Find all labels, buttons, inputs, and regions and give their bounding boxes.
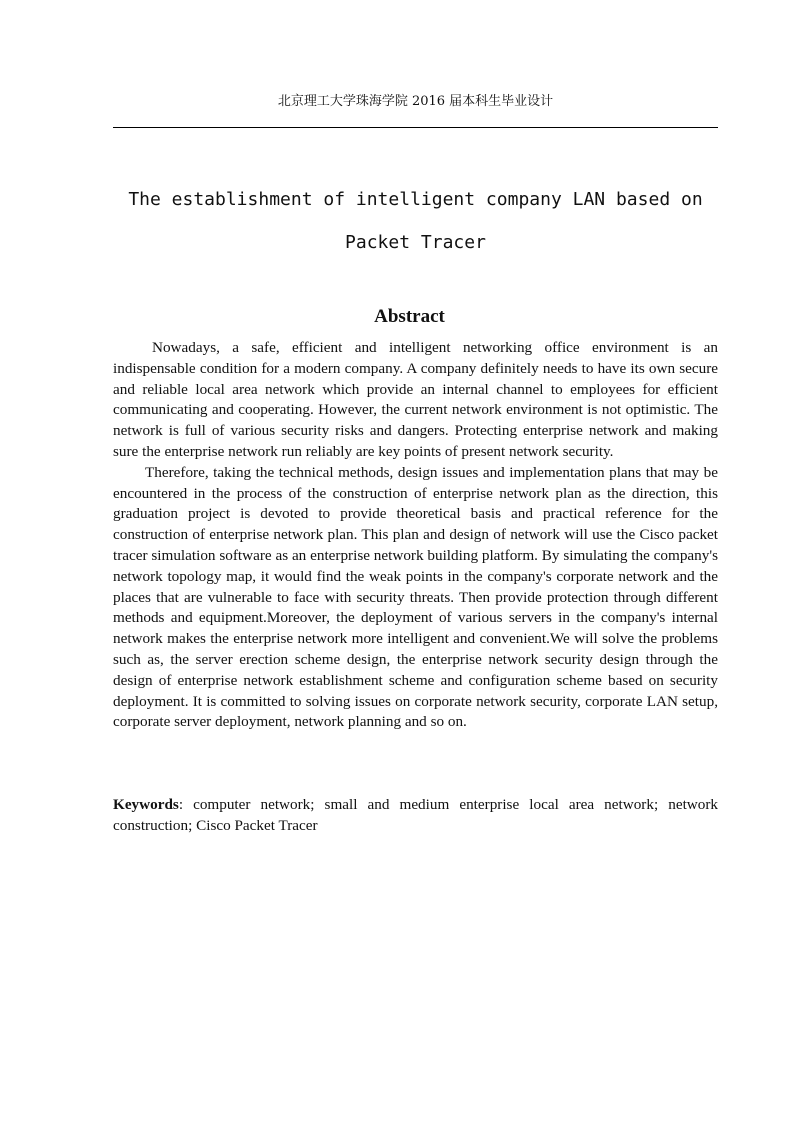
header-divider [113,127,718,128]
abstract-paragraph-2: Therefore, taking the technical methods, design issues and implementation plans that may be encountered in the process of the construction of enterprise network plan as the direction, this graduation project is devoted to provide theoretical basis and practical reference for the construction of enterprise network plan. This plan and design of network will use the Cisco packet tracer simulation software as an enterprise network building platform. By simulating the company's network topology map, it would find the weak points in the company's corporate network and the places that are vulnerable to face with security threats. Then provide protection through different methods and equipment.Moreover, the deployment of various servers in the company's internal network makes the enterprise network more intelligent and convenient.We will solve the problems such as, the server erection scheme design, the enterprise network security design through the design of enterprise network establishment scheme and configuration scheme based on security deployment. It is committed to solving issues on corporate network security, corporate LAN setup, corporate server deployment, network planning and so on. [113,463,718,731]
abstract-paragraph-1: Nowadays, a safe, efficient and intelligent networking office environment is an indispensable condition for a modern company. A company definitely needs to have its own secure and reliable local area network which provide an internal channel to employees for efficient communicating and cooperating. However, the current network environment is not optimistic. The network is full of various security risks and dangers. Protecting enterprise network and making sure the enterprise network run reliably are key points of present network security. [113,339,718,460]
keywords-label: Keywords [113,796,179,813]
running-header: 北京理工大学珠海学院 2016 届本科生毕业设计 [277,94,554,109]
keywords-text: : computer network; small and medium enterprise local area network; network construction; Cisco Packet Tracer [113,796,718,834]
document-title: The establishment of intelligent company LAN based on Packet Tracer [128,189,703,253]
abstract-body [113,338,718,733]
keywords-paragraph [113,795,718,837]
abstract-heading: Abstract [374,306,445,327]
